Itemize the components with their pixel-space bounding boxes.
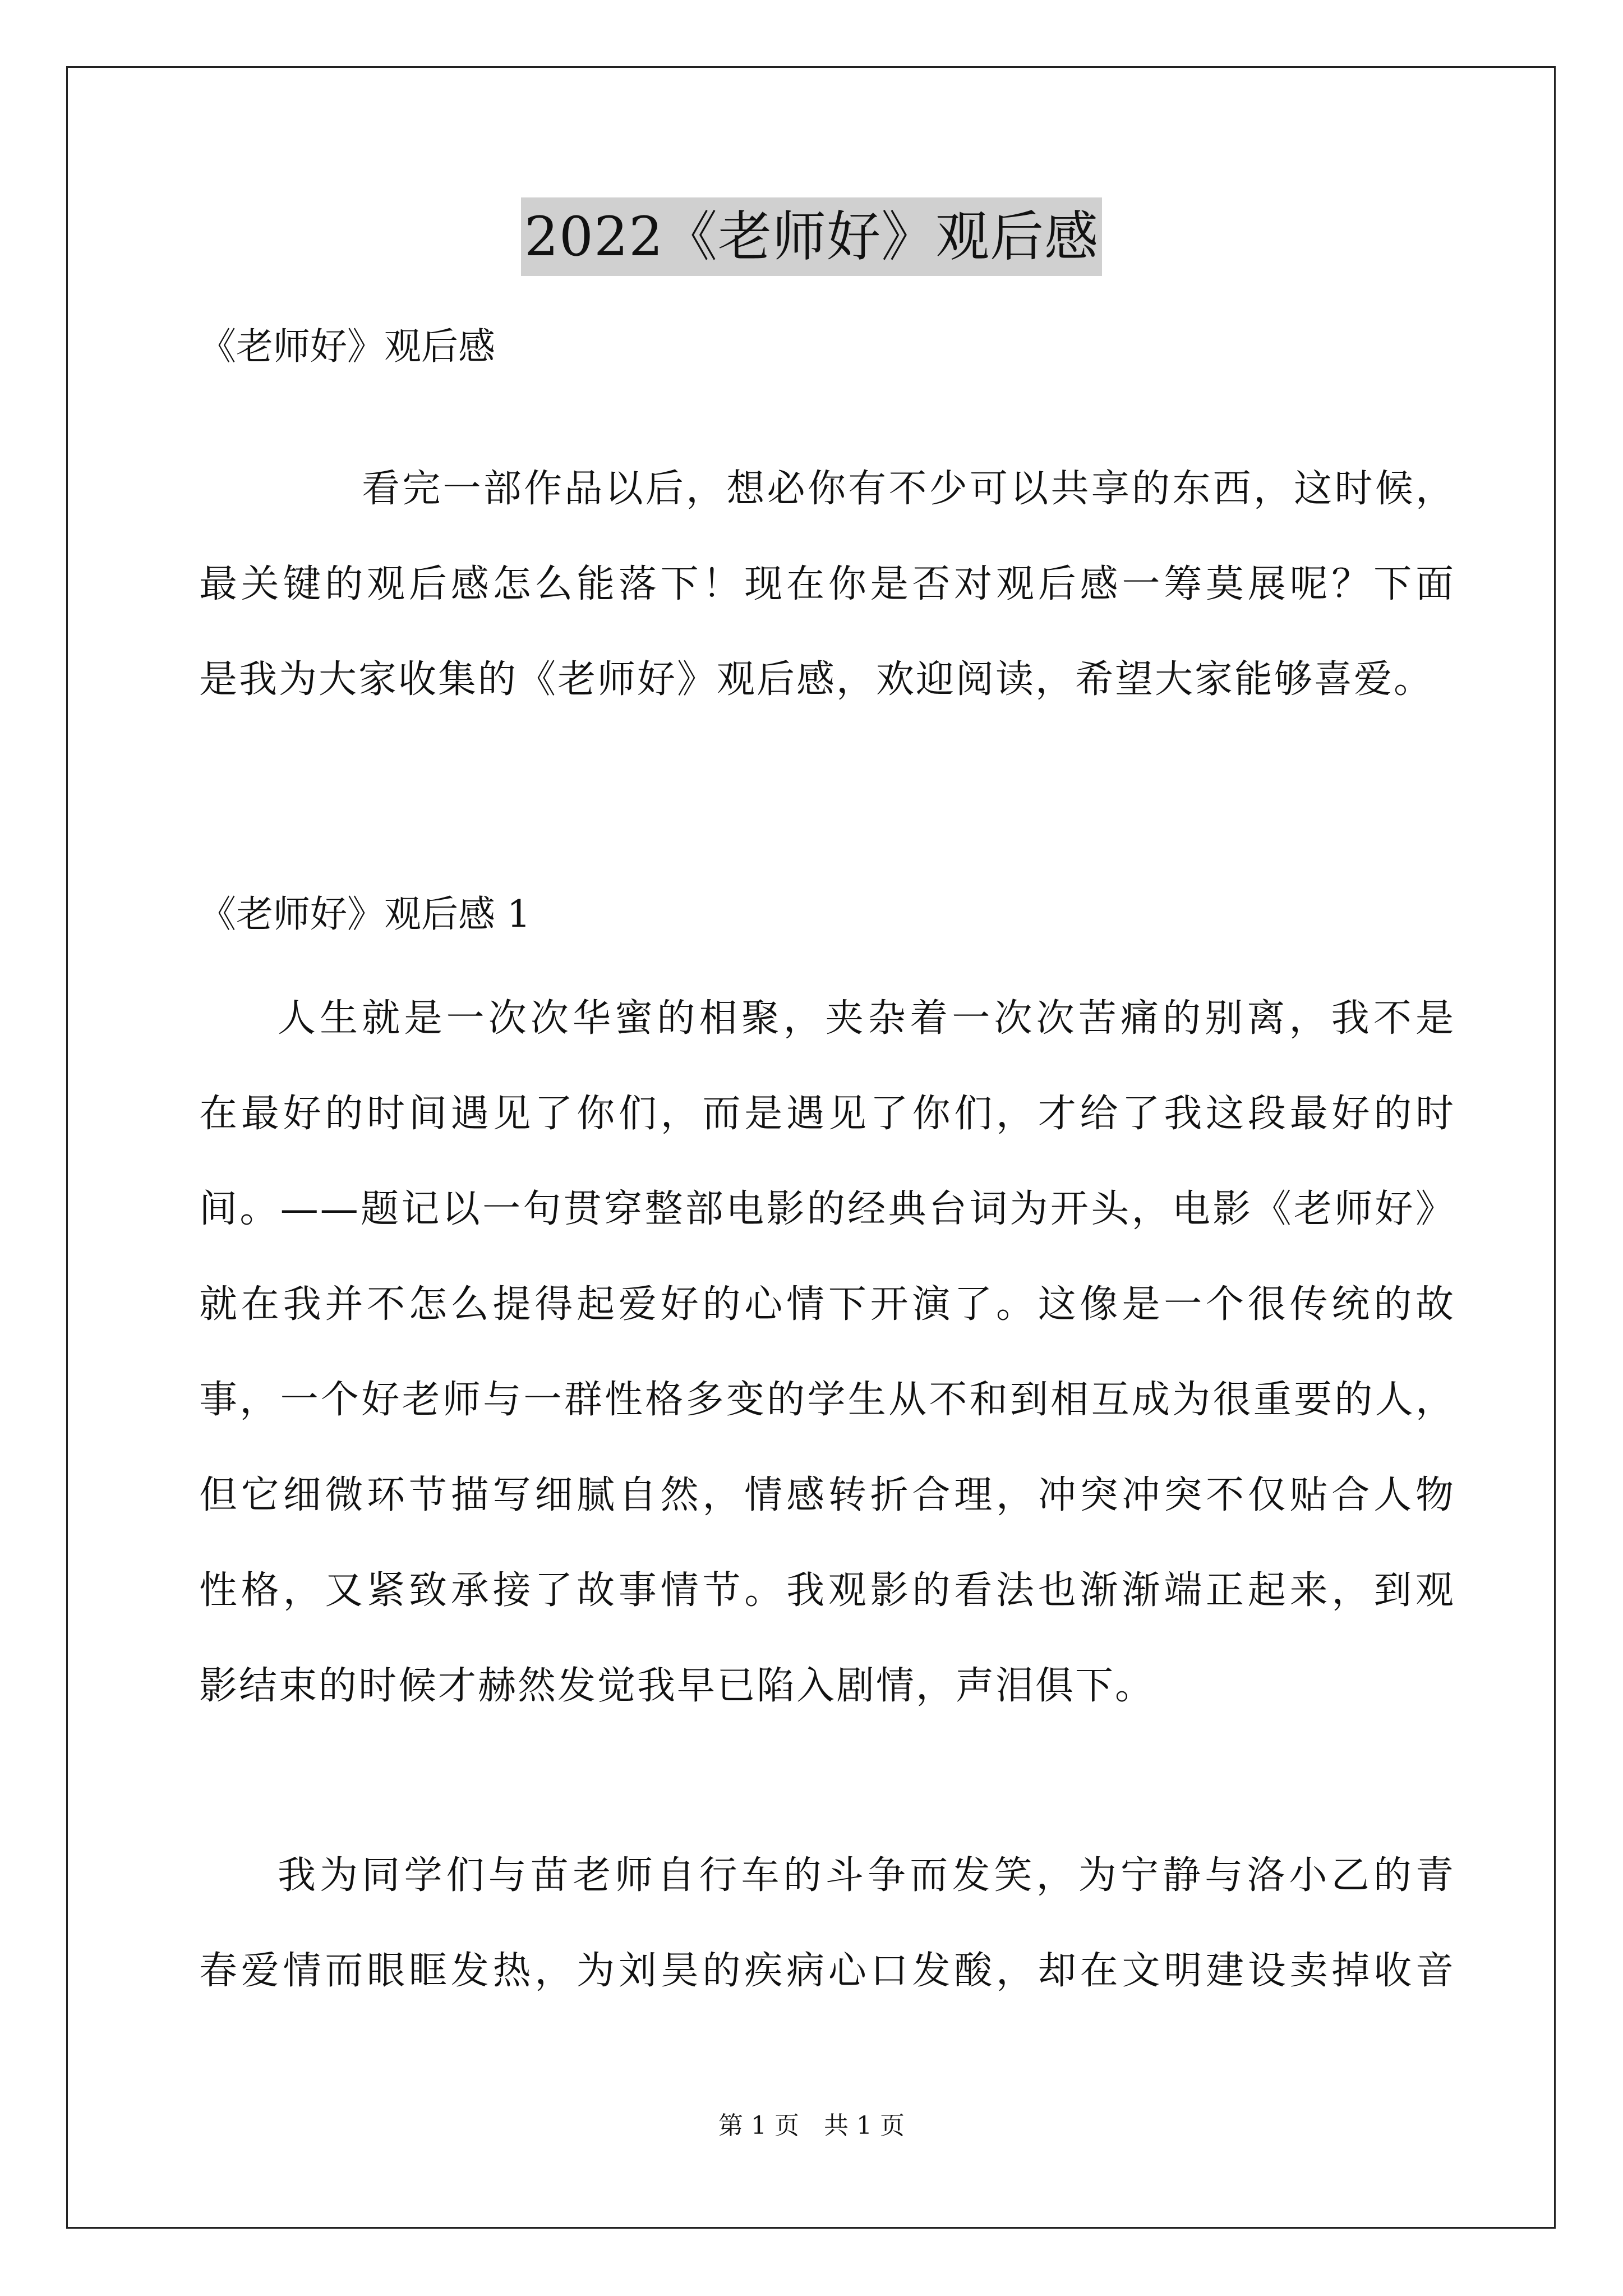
paragraph-1[interactable] xyxy=(199,1066,1455,1734)
intro-paragraph[interactable] xyxy=(199,441,1455,537)
intro-line: 最关键的观后感怎么能落下！现在你是否对观后感一筹莫展呢？下面 xyxy=(199,562,1455,606)
intro-paragraph-continued[interactable] xyxy=(199,537,1455,728)
title-container xyxy=(0,197,1623,276)
paragraph-2[interactable] xyxy=(199,1924,1455,2019)
paragraph-1-first-line[interactable] xyxy=(199,971,1455,1066)
paragraph-line: 就在我并不怎么提得起爱好的心情下开演了。这像是一个很传统的故 xyxy=(199,1282,1455,1327)
paragraph-line: 影结束的时候才赫然发觉我早已陷入剧情，声泪俱下。 xyxy=(199,1664,1155,1708)
intro-line: 是我为大家收集的《老师好》观后感，欢迎阅读，希望大家能够喜爱。 xyxy=(199,657,1434,702)
paragraph-line: 人生就是一次次华蜜的相聚，夹杂着一次次苦痛的别离，我不是 xyxy=(278,996,1455,1041)
paragraph-line: 在最好的时间遇见了你们，而是遇见了你们，才给了我这段最好的时 xyxy=(199,1092,1455,1136)
paragraph-line: 我为同学们与苗老师自行车的斗争而发笑，为宁静与洛小乙的青 xyxy=(278,1853,1455,1898)
page-number-footer: 第 1 页 共 1 页 xyxy=(718,2111,905,2140)
document-subtitle[interactable]: 《老师好》观后感 xyxy=(199,325,495,368)
paragraph-line: 性格，又紧致承接了故事情节。我观影的看法也渐渐端正起来，到观 xyxy=(199,1568,1455,1613)
paragraph-line: 事，一个好老师与一群性格多变的学生从不和到相互成为很重要的人， xyxy=(199,1378,1455,1422)
section-heading[interactable]: 《老师好》观后感 1 xyxy=(199,892,531,936)
paragraph-line: 间。——题记以一句贯穿整部电影的经典台词为开头，电影《老师好》 xyxy=(199,1187,1455,1231)
paragraph-line: 春爱情而眼眶发热，为刘昊的疾病心口发酸，却在文明建设卖掉收音 xyxy=(199,1949,1455,1993)
document-title[interactable]: 2022《老师好》观后感 xyxy=(521,197,1102,276)
paragraph-line: 但它细微环节描写细腻自然，情感转折合理，冲突冲突不仅贴合人物 xyxy=(199,1473,1455,1517)
paragraph-2-first-line[interactable] xyxy=(199,1828,1455,1924)
intro-line: 看完一部作品以后，想必你有不少可以共享的东西，这时候， xyxy=(362,467,1455,511)
